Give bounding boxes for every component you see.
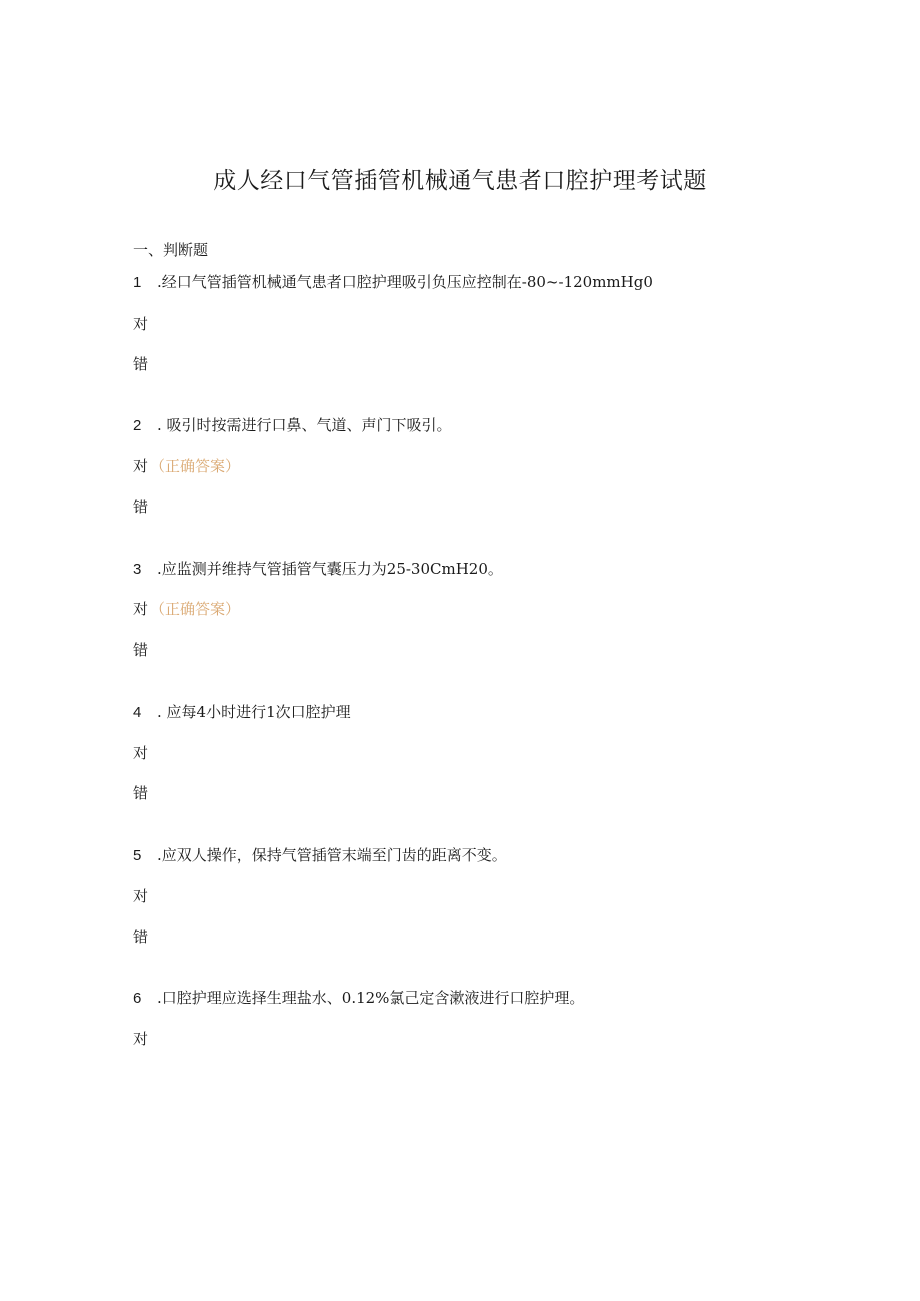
option-label: 对 [133,600,149,618]
question-number: 3 [133,561,142,578]
option-label: 错 [133,784,149,802]
section-heading: 一、判断题 [133,241,209,259]
question-number: 6 [133,990,142,1007]
question-text: .应监测并维持气管插管气囊压力为25-30CmH20。 [157,560,503,578]
option-label: 对 [133,315,149,333]
option-label: 错 [133,355,149,373]
option-label: 对 [133,457,149,475]
question-text: . 应每4小时进行1次口腔护理 [157,703,351,721]
option-false[interactable] [133,496,150,517]
question-number: 2 [133,417,142,434]
option-false[interactable] [133,353,150,374]
option-label: 错 [133,928,149,946]
correct-answer-mark: （正确答案） [150,600,241,618]
option-label: 对 [133,1030,149,1048]
option-label: 对 [133,887,149,905]
question-number: 5 [133,847,142,864]
question-text: .应双人操作，保持气管插管末端至门齿的距离不变。 [157,846,507,864]
question-1 [133,271,653,292]
question-2 [133,414,452,435]
option-true[interactable] [133,598,240,619]
question-number: 4 [133,704,142,721]
option-label: 对 [133,744,149,762]
option-true[interactable] [133,1028,150,1049]
option-true[interactable] [133,885,150,906]
question-3 [133,558,503,579]
option-false[interactable] [133,639,150,660]
question-text: .经口气管插管机械通气患者口腔护理吸引负压应控制在-80~-120mmHg0 [157,273,653,291]
question-4 [133,701,351,722]
question-text: . 吸引时按需进行口鼻、气道、声门下吸引。 [157,416,452,434]
option-label: 错 [133,498,149,516]
correct-answer-mark: （正确答案） [150,457,241,475]
question-text: .口腔护理应选择生理盐水、0.12%氯己定含漱液进行口腔护理。 [157,989,585,1007]
question-5 [133,844,507,865]
option-false[interactable] [133,926,150,947]
question-number: 1 [133,274,142,291]
option-label: 错 [133,641,149,659]
option-true[interactable] [133,313,150,334]
option-false[interactable] [133,782,150,803]
question-6 [133,987,584,1008]
page-title: 成人经口气管插管机械通气患者口腔护理考试题 [213,168,707,194]
option-true[interactable] [133,455,240,476]
option-true[interactable] [133,742,150,763]
